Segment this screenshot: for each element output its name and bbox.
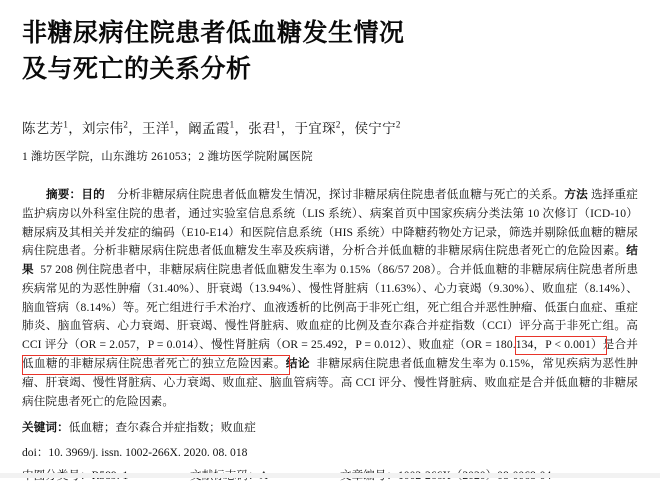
abstract-objective-text: 分析非糖尿病住院患者低血糖发生情况，探讨非糖尿病住院患者低血糖与死亡的关系。: [117, 188, 565, 201]
abstract-conclusion-text: 非糖尿病住院患者低血糖发生率为 0.15%，常见疾病为恶性肿瘤、肝衰竭、慢性肾脏病、心力衰竭、败血症、脑血管病等。高 CCI 评分、慢性肾脏病、败血症是合并低血糖的非糖尿病住院患者死亡的危险因素。: [22, 357, 639, 408]
keywords-line: [22, 419, 638, 438]
author-list-text: 陈艺芳$^1$，刘宗伟$^2$，王洋$^1$，阚孟霞$^1$，张君$^1$，于宜琛$^2$，侯宁宁$^2$: [22, 119, 401, 136]
affiliation: 1 潍坊医学院，山东潍坊 261053；2 潍坊医学院附属医院: [22, 151, 313, 163]
abstract-objective-label: 目的: [81, 188, 105, 201]
title-line-2: 及与死亡的关系分析: [22, 55, 252, 83]
abstract-label: 摘要：: [46, 188, 82, 201]
author-list: [22, 117, 638, 137]
doi-line: doi：10. 3969/j. issn. 1002-266X. 2020. 08. 018: [22, 445, 248, 459]
abstract-methods-label: 方法: [564, 188, 588, 201]
abstract-methods-text: 选择重症监护病房以外科室住院的患者，通过实验室信息系统（LIS 系统）、病案首页中国家疾病分类法第 10 次修订（ICD-10）糖尿病及其相关并发症的编码（E10-E14）和医院信息系统（HIS 系统）中降糖药物处方记录，筛选并剔除低血糖的糖尿病住院患者。分析非糖尿病住院患者低血糖发生率及疾病谱，分析合并低血糖的非糖尿病住院患者死亡的危险因素。: [22, 188, 639, 258]
keywords-label: 关键词：: [22, 421, 69, 435]
abstract-conclusion-label: 结论: [285, 357, 310, 371]
abstract-results-label: 结果: [22, 244, 638, 277]
title-line-1: 非糖尿病住院患者低血糖发生情况: [22, 20, 405, 47]
bottom-rule: [0, 473, 660, 478]
abstract-results-text: 57 208 例住院患者中，非糖尿病住院患者低血糖发生率为 0.15%（86/57 208）。合并低血糖的非糖尿病住院患者所患疾病常见的为恶性肿瘤（31.40%）、肝衰竭（13.94%）、慢性肾脏病（11.63%）、心力衰竭（9.30%）、败血症（8.14%）、脑血管病（8.14%）等。死亡组进行手术治疗、血液透析的比例高于非死亡组，死亡组合并恶性肿瘤、低蛋白血症、重症肺炎、脑血管病、心力衰竭、肝衰竭、慢性肾脏病、败血症的比例及查尔森合并症指数（CCI）评分高于非死亡组。高 CCI 评分（OR = 2.057，P = 0.014）、慢性肾脏病（OR = 25.492，P = 0.012）、败血症（OR = 180.134，P < 0.001）是合并低血糖的非糖尿病住院患者死亡的独立危险因素。: [22, 263, 639, 371]
keywords-text: 低血糖；查尔森合并症指数；败血症: [68, 421, 256, 435]
page-title: [22, 16, 638, 87]
abstract: [22, 186, 638, 411]
